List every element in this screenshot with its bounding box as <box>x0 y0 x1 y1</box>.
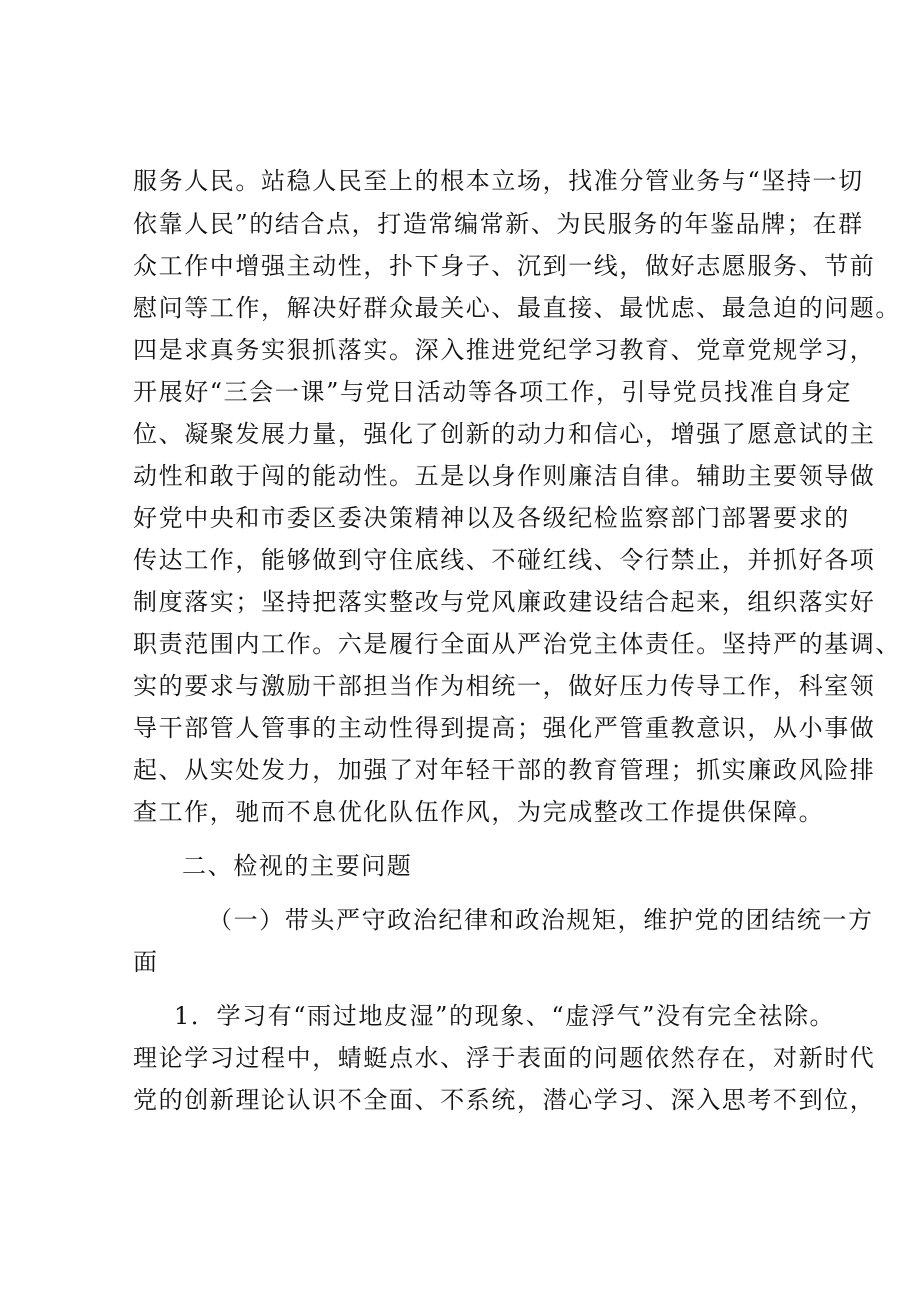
section-heading: 二、检视的主要问题 <box>182 852 413 880</box>
body-line-4: 慰问等工作，解决好群众最关心、最直接、最忧虑、最急迫的问题。 <box>133 294 901 322</box>
subsection-heading-line-2: 面 <box>133 948 159 976</box>
body-line-3: 众工作中增强主动性，扑下身子、沉到一线，做好志愿服务、节前 <box>133 252 876 280</box>
body-line-8: 动性和敢于闯的能动性。五是以身作则廉洁自律。辅助主要领导做 <box>133 462 876 490</box>
body-line-7: 位、凝聚发展力量，强化了创新的动力和信心，增强了愿意试的主 <box>133 420 876 448</box>
body-line-9: 好党中央和市委区委决策精神以及各级纪检监察部门部署要求的 <box>133 504 850 532</box>
item-line-2: 理论学习过程中，蜻蜓点水、浮于表面的问题依然存在，对新时代 <box>133 1044 876 1072</box>
body-line-13: 实的要求与激励干部担当作为相统一，做好压力传导工作，科室领 <box>133 672 876 700</box>
body-line-15: 起、从实处发力，加强了对年轻干部的教育管理；抓实廉政风险排 <box>133 756 876 784</box>
body-line-16: 查工作，驰而不息优化队伍作风，为完成整改工作提供保障。 <box>133 798 825 826</box>
item-line-1: 1．学习有“雨过地皮湿”的现象、“虚浮气”没有完全祛除。 <box>174 1002 836 1030</box>
body-line-12: 职责范围内工作。六是履行全面从严治党主体责任。坚持严的基调、 <box>133 630 901 658</box>
body-line-10: 传达工作，能够做到守住底线、不碰红线、令行禁止，并抓好各项 <box>133 546 876 574</box>
subsection-heading-line-1: （一）带头严守政治纪律和政治规矩，维护党的团结统一方 <box>208 906 874 934</box>
body-line-1: 服务人民。站稳人民至上的根本立场，找准分管业务与“坚持一切 <box>133 167 864 195</box>
item-line-3: 党的创新理论认识不全面、不系统，潜心学习、深入思考不到位， <box>133 1086 876 1114</box>
body-line-5: 四是求真务实狠抓落实。深入推进党纪学习教育、党章党规学习， <box>133 336 876 364</box>
body-line-14: 导干部管人管事的主动性得到提高；强化严管重教意识，从小事做 <box>133 714 876 742</box>
body-line-2: 依靠人民”的结合点，打造常编常新、为民服务的年鉴品牌；在群 <box>133 210 864 238</box>
body-line-6: 开展好“三会一课”与党日活动等各项工作，引导党员找准自身定 <box>133 378 852 406</box>
body-line-11: 制度落实；坚持把落实整改与党风廉政建设结合起来，组织落实好 <box>133 588 876 616</box>
